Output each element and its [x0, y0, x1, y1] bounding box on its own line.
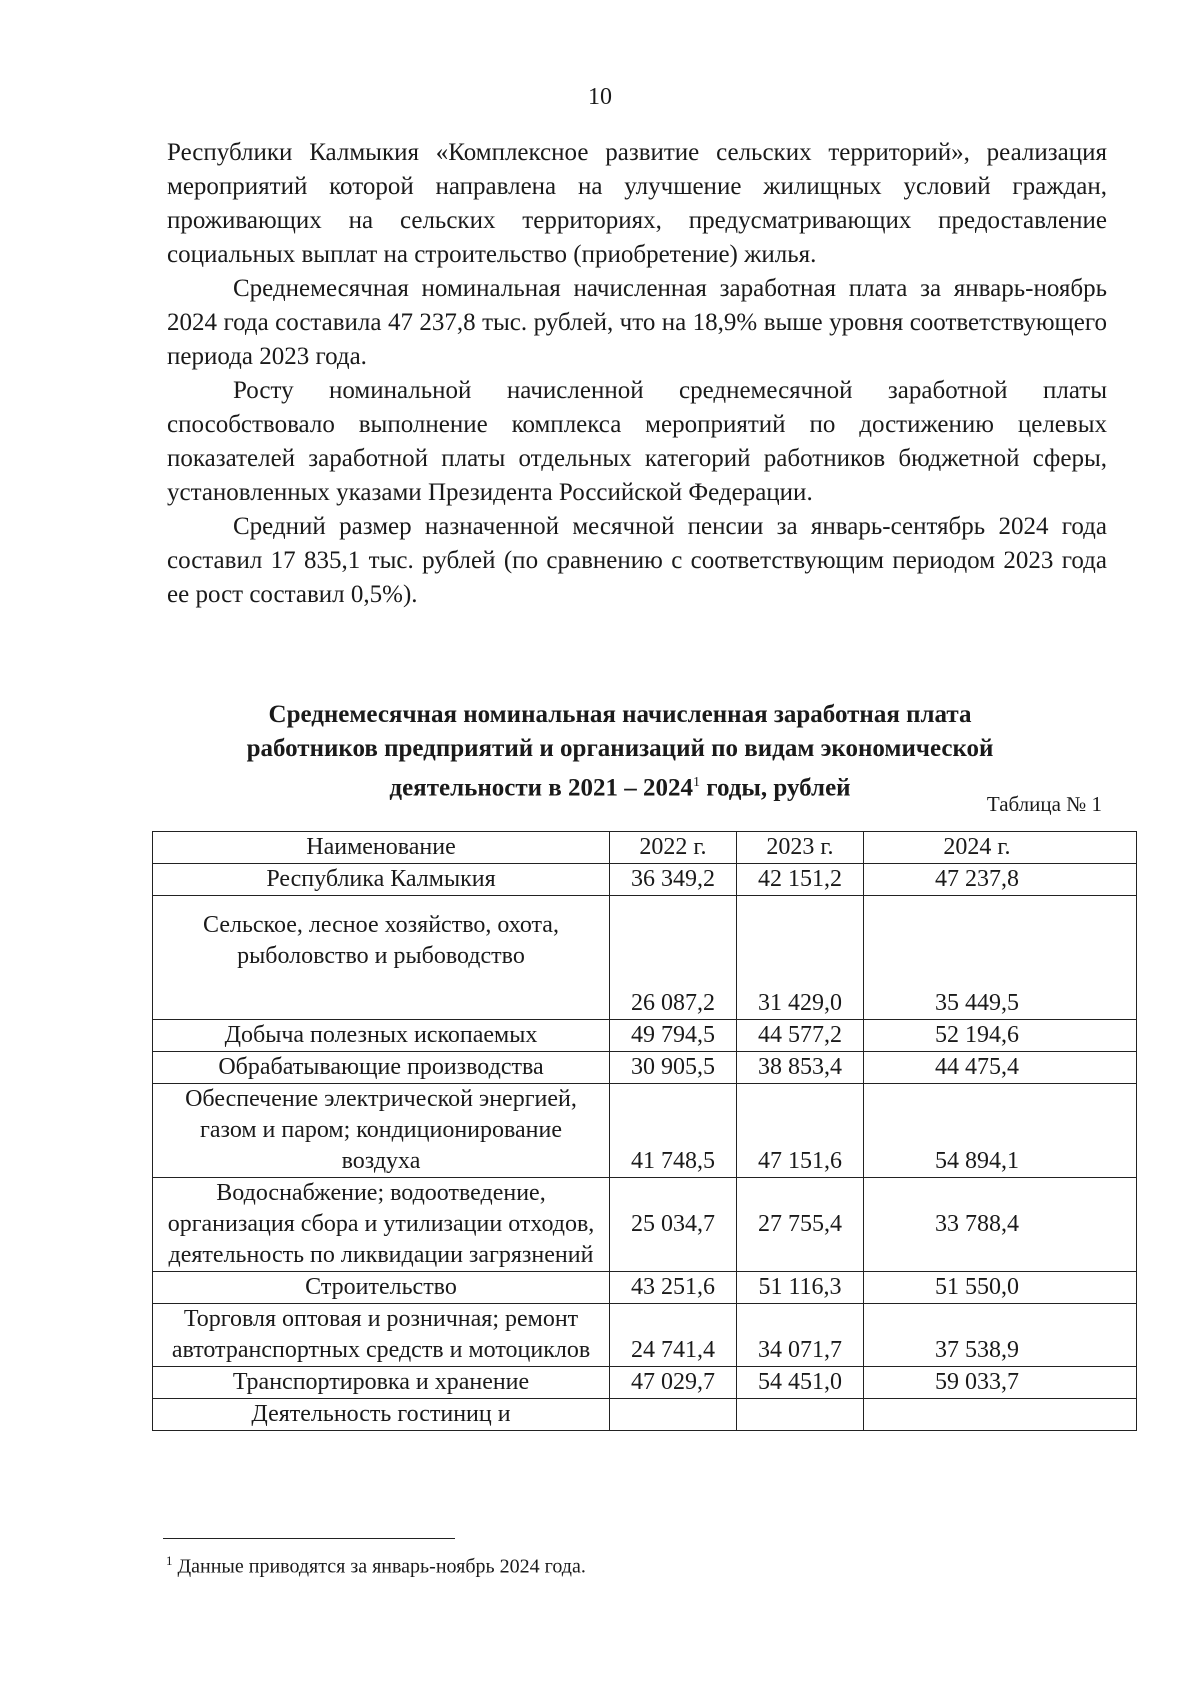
table-title — [140, 698, 1100, 805]
table-title-line-3-tail: годы, рублей — [700, 774, 851, 802]
table-row — [153, 896, 1137, 1020]
row-value-2024: 47 237,8 — [864, 864, 1137, 896]
row-value-2024 — [864, 1399, 1137, 1431]
header-2022: 2022 г. — [610, 832, 737, 864]
row-name: Деятельность гостиниц и — [153, 1399, 610, 1431]
footnote-mark: 1 — [166, 1553, 173, 1568]
row-value-2024: 59 033,7 — [864, 1367, 1137, 1399]
row-name: Республика Калмыкия — [153, 864, 610, 896]
row-value-2022: 25 034,7 — [610, 1178, 737, 1272]
footnote-divider — [163, 1538, 455, 1539]
row-name: Обеспечение электрической энергией, газом и паром; кондиционирование воздуха — [153, 1084, 610, 1178]
row-value-2022: 26 087,2 — [610, 896, 737, 1020]
table-row — [153, 1304, 1137, 1367]
row-value-2022: 41 748,5 — [610, 1084, 737, 1178]
row-value-2023: 27 755,4 — [737, 1178, 864, 1272]
row-value-2023: 42 151,2 — [737, 864, 864, 896]
footnote — [166, 1553, 586, 1579]
row-value-2022: 49 794,5 — [610, 1020, 737, 1052]
table-title-footnote-mark: 1 — [693, 775, 700, 790]
row-value-2024: 54 894,1 — [864, 1084, 1137, 1178]
row-value-2023: 34 071,7 — [737, 1304, 864, 1367]
table-title-line-2: работников предприятий и организаций по видам экономической — [246, 735, 994, 762]
paragraph-3: Росту номинальной начисленной среднемесячной заработной платы способствовало выполнение комплекса мероприятий по достижению целевых показателей заработной платы отдельных категорий работников бюджетной сферы, установленных указами Президента Российской Федерации. — [167, 377, 1107, 506]
row-name: Строительство — [153, 1272, 610, 1304]
table-row — [153, 1272, 1137, 1304]
row-value-2022: 47 029,7 — [610, 1367, 737, 1399]
row-value-2023: 44 577,2 — [737, 1020, 864, 1052]
row-name: Добыча полезных ископаемых — [153, 1020, 610, 1052]
row-name: Транспортировка и хранение — [153, 1367, 610, 1399]
footnote-text: Данные приводятся за январь-ноябрь 2024 года. — [177, 1555, 586, 1578]
table-title-line-1: Среднемесячная номинальная начисленная заработная плата — [268, 701, 972, 728]
table-header-row — [153, 832, 1137, 864]
row-value-2023 — [737, 1399, 864, 1431]
row-value-2022: 43 251,6 — [610, 1272, 737, 1304]
row-value-2022: 30 905,5 — [610, 1052, 737, 1084]
table-row — [153, 864, 1137, 896]
row-value-2024: 51 550,0 — [864, 1272, 1137, 1304]
row-value-2023: 54 451,0 — [737, 1367, 864, 1399]
table-row — [153, 1084, 1137, 1178]
row-name: Обрабатывающие производства — [153, 1052, 610, 1084]
row-value-2023: 31 429,0 — [737, 896, 864, 1020]
header-2024: 2024 г. — [864, 832, 1137, 864]
header-2023: 2023 г. — [737, 832, 864, 864]
table-row — [153, 1020, 1137, 1052]
row-value-2024: 33 788,4 — [864, 1178, 1137, 1272]
row-value-2024: 44 475,4 — [864, 1052, 1137, 1084]
table-row — [153, 1399, 1137, 1431]
paragraph-4: Средний размер назначенной месячной пенсии за январь-сентябрь 2024 года составил 17 835,1 тыс. рублей (по сравнению с соответствующим периодом 2023 года ее рост составил 0,5%). — [167, 513, 1107, 608]
body-text — [167, 136, 1107, 612]
table-title-line-3-text: деятельности в 2021 – 2024 — [389, 774, 693, 802]
row-value-2022 — [610, 1399, 737, 1431]
table-number: Таблица № 1 — [986, 792, 1102, 816]
row-value-2024: 37 538,9 — [864, 1304, 1137, 1367]
paragraph-2: Среднемесячная номинальная начисленная заработная плата за январь-ноябрь 2024 года составила 47 237,8 тыс. рублей, что на 18,9% выше уровня соответствующего периода 2023 года. — [167, 275, 1107, 370]
salary-table — [152, 831, 1137, 1431]
row-value-2024: 52 194,6 — [864, 1020, 1137, 1052]
row-value-2024: 35 449,5 — [864, 896, 1137, 1020]
row-value-2022: 24 741,4 — [610, 1304, 737, 1367]
table-row — [153, 1052, 1137, 1084]
row-value-2022: 36 349,2 — [610, 864, 737, 896]
row-value-2023: 51 116,3 — [737, 1272, 864, 1304]
row-name: Водоснабжение; водоотведение, организация сбора и утилизации отходов, деятельность по ликвидации загрязнений — [153, 1178, 610, 1272]
page-number: 10 — [588, 84, 612, 110]
row-name: Сельское, лесное хозяйство, охота, рыболовство и рыбоводство — [153, 896, 610, 1020]
paragraph-1: Республики Калмыкия «Комплексное развитие сельских территорий», реализация мероприятий которой направлена на улучшение жилищных условий граждан, проживающих на сельских территориях, предусматривающих предоставление социальных выплат на строительство (приобретение) жилья. — [167, 139, 1107, 268]
table-row — [153, 1367, 1137, 1399]
header-name: Наименование — [153, 832, 610, 864]
table-row — [153, 1178, 1137, 1272]
table-title-line-3 — [140, 766, 1100, 805]
row-value-2023: 38 853,4 — [737, 1052, 864, 1084]
row-value-2023: 47 151,6 — [737, 1084, 864, 1178]
row-name: Торговля оптовая и розничная; ремонт автотранспортных средств и мотоциклов — [153, 1304, 610, 1367]
